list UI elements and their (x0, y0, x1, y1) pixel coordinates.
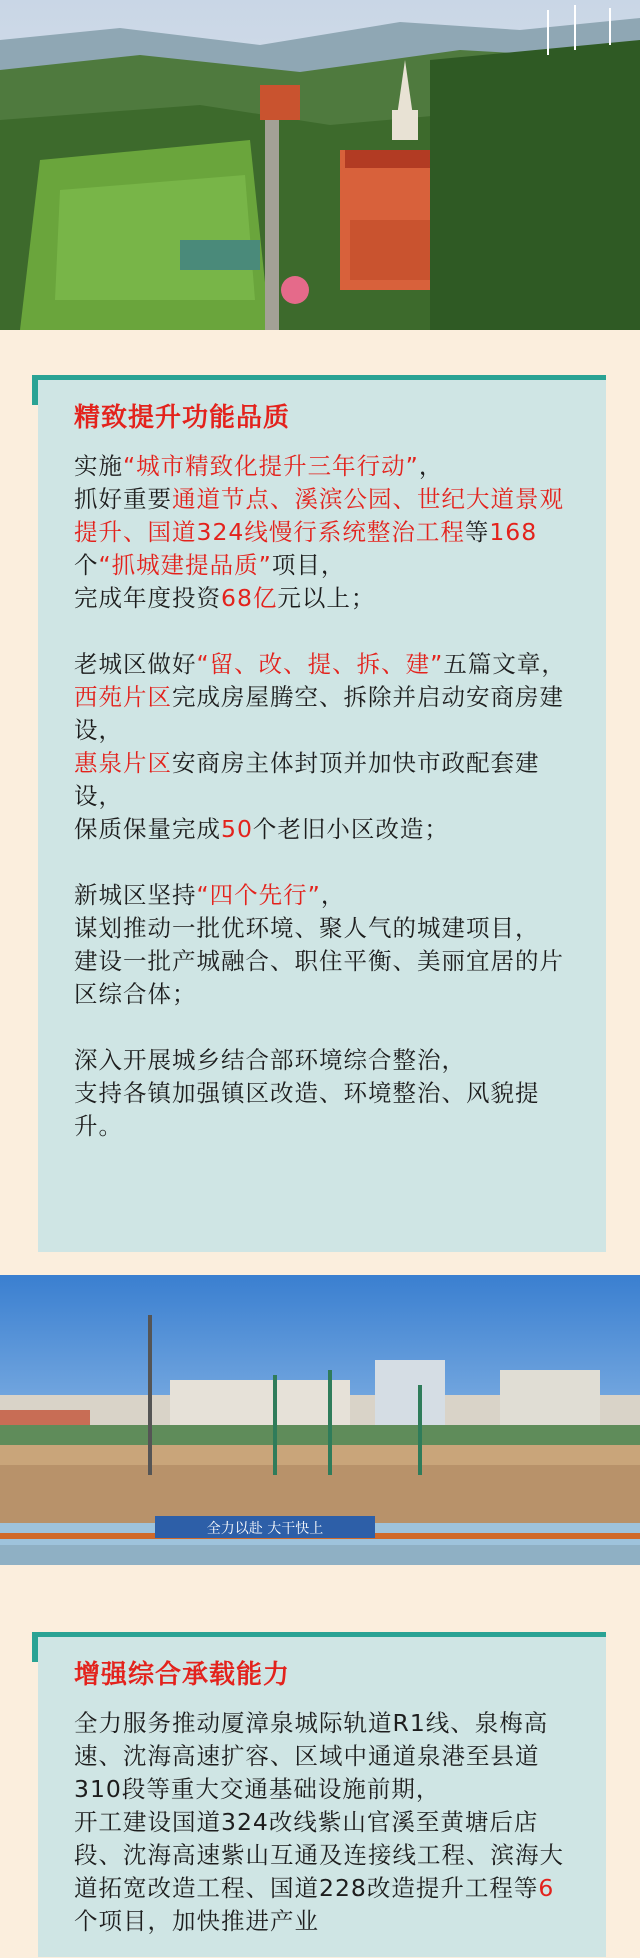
card-capacity (38, 1632, 606, 1957)
photo-temple-aerial (0, 0, 640, 330)
card-paragraph: 实施“城市精致化提升三年行动”， 抓好重要通道节点、溪滨公园、世纪大道景观提升、国道324线慢行系统整治工程等168个“抓城建提品质”项目， 完成年度投资68亿元以上； (74, 452, 564, 612)
card-quality-upgrade (38, 375, 606, 1252)
card-paragraph: 老城区做好“留、改、提、拆、建”五篇文章， 西苑片区完成房屋腾空、拆除并启动安商房建设， 惠泉片区安商房主体封顶并加快市政配套建设， 保质保量完成50个老旧小区改造； (74, 650, 566, 843)
card-paragraph: 深入开展城乡结合部环境综合整治， 支持各镇加强镇区改造、环境整治、风貌提升。 (74, 1046, 540, 1140)
card-title: 精致提升功能品质 (74, 403, 291, 433)
card-title: 增强综合承载能力 (74, 1660, 291, 1690)
card-paragraph: 全力服务推动厦漳泉城际轨道R1线、泉梅高速、沈海高速扩容、区域中通道泉港至县道310段等重大交通基础设施前期， 开工建设国道324改线紫山官溪至黄塘后店段、沈海高速紫山互通及连接线工程、滨海大道拓宽改造工程、国道228改造提升工程等6个项目，加快推进产业 (74, 1709, 564, 1935)
photo-construction-site (0, 1275, 640, 1565)
card-paragraph: 新城区坚持“四个先行”， 谋划推动一批优环境、聚人气的城建项目， 建设一批产城融合、职住平衡、美丽宜居的片区综合体； (74, 881, 564, 1008)
site-banner-text: 全力以赴 大干快上 (206, 1521, 324, 1537)
